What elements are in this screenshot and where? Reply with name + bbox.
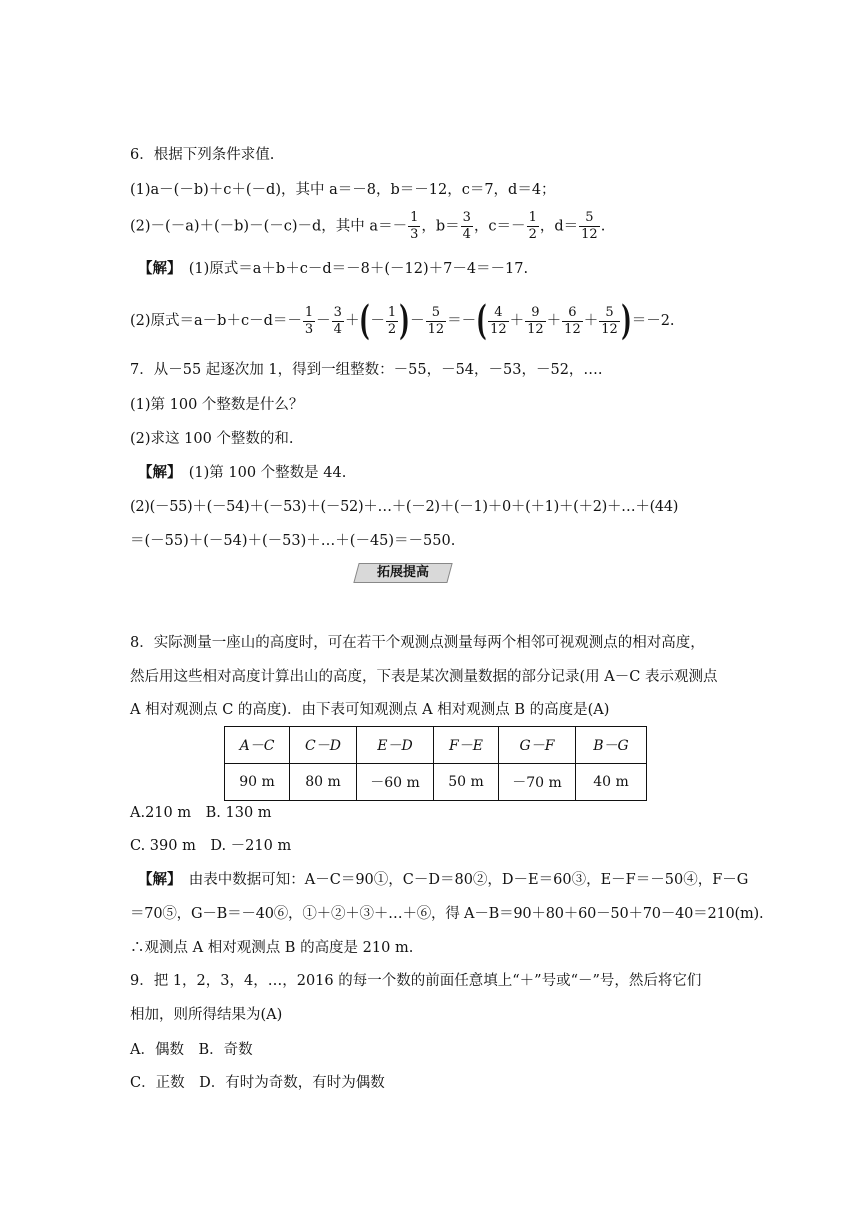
table-cell: 50 m xyxy=(434,764,499,801)
solution-tag: 【解】 xyxy=(138,260,175,277)
solution-tag: 【解】 xyxy=(138,464,175,481)
q9-options-ab: A．偶数 B．奇数 xyxy=(130,1042,253,1058)
table-cell: －70 m xyxy=(499,764,576,801)
table-cell: －60 m xyxy=(357,764,434,801)
q7-part2: (2)求这 100 个整数的和. xyxy=(130,431,294,447)
table-header-row xyxy=(225,727,647,764)
section-banner xyxy=(353,563,452,583)
fraction: $\frac{3}{4}$ xyxy=(462,210,471,242)
q7-solution-2b: ＝(－55)＋(－54)＋(－53)＋…＋(－45)＝－550. xyxy=(130,533,456,549)
fraction: $\frac{1}{3}$ xyxy=(410,210,419,242)
q6-part2: (2)－(－a)＋(－b)－(－c)－d，其中 a＝－ $\frac{1}{3}$ ，b＝ $\frac{3}{4}$ ，c＝－ $\frac{1}{2}$ ，d＝ $\frac{5}{12}$ . xyxy=(130,210,606,242)
table-header-cell: G－F xyxy=(499,727,576,764)
q6-part1: (1)a－(－b)＋c＋(－d)，其中 a＝－8，b＝－12，c＝7，d＝4； xyxy=(130,182,556,198)
table-header-cell: F－E xyxy=(434,727,499,764)
table-cell: 80 m xyxy=(290,764,357,801)
q8-stem-line1: 8．实际测量一座山的高度时，可在若干个观测点测量每两个相邻可视观测点的相对高度， xyxy=(130,635,705,651)
q6-stem: 6．根据下列条件求值. xyxy=(130,147,275,163)
q8-stem-line3: A 相对观测点 C 的高度)．由下表可知观测点 A 相对观测点 B 的高度是(A) xyxy=(130,702,610,718)
fraction: $\frac{5}{12}$ xyxy=(581,210,598,242)
q7-solution-2a: (2)(－55)＋(－54)＋(－53)＋(－52)＋…＋(－2)＋(－1)＋0＋(＋1)＋(＋2)＋…＋(44) xyxy=(130,499,679,515)
q8-solution-1: 【解】 由表中数据可知：A－C＝90①，C－D＝80②，D－E＝60③，E－F＝－50④，F－G xyxy=(138,871,749,888)
measurement-table xyxy=(224,726,647,801)
section-title: 拓展提高 xyxy=(376,565,429,580)
q8-stem-line2: 然后用这些相对高度计算出山的高度，下表是某次测量数据的部分记录(用 A－C 表示观测点 xyxy=(130,669,718,685)
q9-stem-line2: 相加，则所得结果为(A) xyxy=(130,1007,283,1023)
q8-solution-2: ＝70⑤，G－B＝－40⑥，①＋②＋③＋…＋⑥，得 A－B＝90＋80＋60－50＋70－40＝210(m). xyxy=(130,906,764,922)
q7-part1: (1)第 100 个整数是什么？ xyxy=(130,397,304,413)
q9-options-cd: C．正数 D．有时为奇数，有时为偶数 xyxy=(130,1075,385,1091)
q8-solution-3: ∴观测点 A 相对观测点 B 的高度是 210 m. xyxy=(130,940,414,956)
solution-tag: 【解】 xyxy=(138,871,175,888)
table-header-cell: B－G xyxy=(576,727,647,764)
q6-solution-2: (2)原式＝a－b＋c－d＝－ $\frac{1}{3}$ － $\frac{3}{4}$ ＋(－ $\frac{1}{2}$ )－ $\frac{5}{12}$ ＝－( $\frac{4}{12}$ ＋ $\frac{9}{12}$ ＋ $\frac{6}{12}$ ＋ $\frac{5}{12}$ )＝－2. xyxy=(130,297,675,344)
q7-stem: 7．从－55 起逐次加 1，得到一组整数：－55，－54，－53，－52，…. xyxy=(130,362,603,378)
table-cell: 90 m xyxy=(225,764,290,801)
q8-options-ab: A.210 m B. 130 m xyxy=(130,805,272,821)
q9-stem-line1: 9．把 1，2，3，4，…，2016 的每一个数的前面任意填上“＋”号或“－”号，然后将它们 xyxy=(130,973,702,989)
table-cell: 40 m xyxy=(576,764,647,801)
q7-solution-1: 【解】 (1)第 100 个整数是 44. xyxy=(138,464,347,481)
table-header-cell: A－C xyxy=(225,727,290,764)
table-row xyxy=(225,764,647,801)
table-header-cell: E－D xyxy=(357,727,434,764)
q8-options-cd: C. 390 m D. －210 m xyxy=(130,838,292,854)
fraction: $\frac{1}{2}$ xyxy=(528,210,537,242)
table-header-cell: C－D xyxy=(290,727,357,764)
q6-solution-1: 【解】 (1)原式＝a＋b＋c－d＝－8＋(－12)＋7－4＝－17. xyxy=(138,260,529,277)
